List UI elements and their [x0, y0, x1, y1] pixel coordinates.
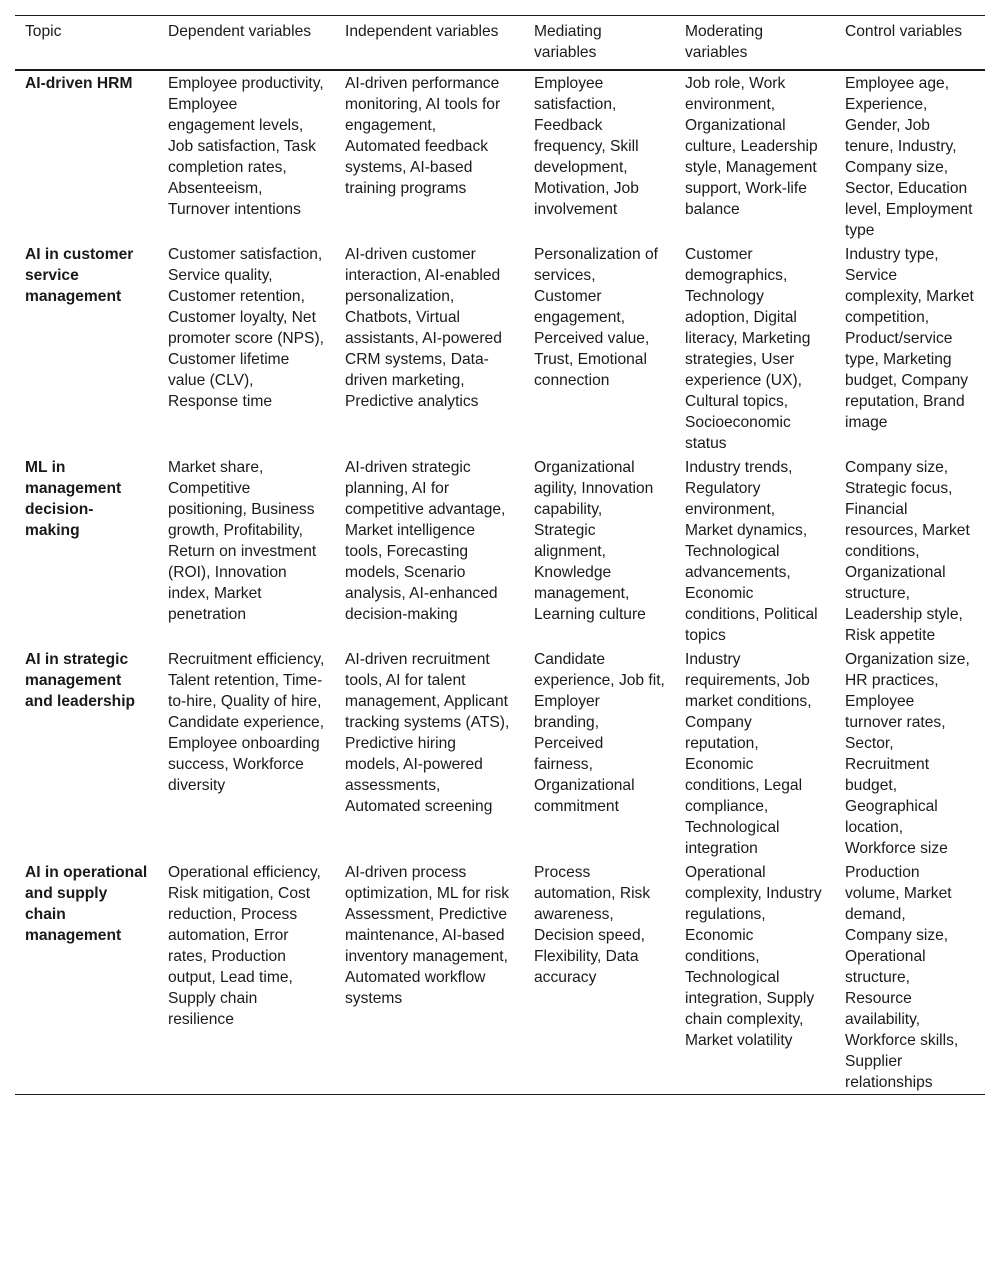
control-cell: Organization size, HR practices, Employee turnover rates, Sector, Recruitment budget, Geographical location, Workforce size	[845, 651, 970, 857]
table-row	[15, 455, 985, 647]
independent-cell: AI-driven process optimization, ML for risk Assessment, Predictive maintenance, AI-based inventory management, Automated workflow systems	[345, 864, 510, 1007]
table-header	[15, 16, 985, 71]
independent-cell: AI-driven recruitment tools, AI for talent management, Applicant tracking systems (ATS), Predictive hiring models, AI-powered assessments, Automated screening	[345, 651, 510, 815]
dependent-cell: Customer satisfaction, Service quality, Customer retention, Customer loyalty, Net promoter score (NPS), Customer lifetime value (CLV), Response time	[168, 246, 324, 410]
control-cell: Production volume, Market demand, Company size, Operational structure, Resource availability, Workforce skills, Supplier relationships	[845, 864, 959, 1091]
moderating-cell: Industry requirements, Job market conditions, Company reputation, Economic conditions, Legal compliance, Technological integration	[685, 651, 812, 857]
header-row	[15, 16, 985, 71]
header-moderating-variables: Moderating variables	[685, 23, 764, 61]
table-row	[15, 70, 985, 242]
header-independent-variables: Independent variables	[345, 23, 499, 40]
topic-cell: AI in strategic management and leadership	[25, 651, 136, 710]
dependent-cell: Employee productivity, Employee engagement levels, Job satisfaction, Task completion rates, Absenteeism, Turnover intentions	[168, 75, 324, 218]
table-row	[15, 860, 985, 1095]
table-row	[15, 242, 985, 455]
topic-cell: AI in customer service management	[25, 246, 134, 305]
table-body	[15, 70, 985, 1095]
dependent-cell: Operational efficiency, Risk mitigation, Cost reduction, Process automation, Error rates, Production output, Lead time, Supply chain resilience	[168, 864, 321, 1028]
topic-cell: AI-driven HRM	[25, 75, 133, 92]
mediating-cell: Personalization of services, Customer engagement, Perceived value, Trust, Emotional connection	[534, 246, 658, 389]
independent-cell: AI-driven strategic planning, AI for competitive advantage, Market intelligence tools, Forecasting models, Scenario analysis, AI-enhanced decision-making	[345, 459, 506, 623]
independent-cell: AI-driven performance monitoring, AI tools for engagement, Automated feedback systems, AI-based training programs	[345, 75, 501, 197]
topic-cell: ML in management decision-making	[25, 459, 122, 539]
mediating-cell: Candidate experience, Job fit, Employer branding, Perceived fairness, Organizational commitment	[534, 651, 665, 815]
mediating-cell: Organizational agility, Innovation capability, Strategic alignment, Knowledge management, Learning culture	[534, 459, 654, 623]
dependent-cell: Market share, Competitive positioning, Business growth, Profitability, Return on investment (ROI), Innovation index, Market penetration	[168, 459, 317, 623]
header-mediating-variables: Mediating variables	[534, 23, 602, 61]
moderating-cell: Industry trends, Regulatory environment, Market dynamics, Technological advancements, Economic conditions, Political topics	[685, 459, 818, 644]
control-cell: Company size, Strategic focus, Financial resources, Market conditions, Organizational structure, Leadership style, Risk appetite	[845, 459, 970, 644]
moderating-cell: Job role, Work environment, Organizational culture, Leadership style, Management support, Work-life balance	[685, 75, 818, 218]
variables-table-container	[15, 15, 985, 1095]
control-cell: Employee age, Experience, Gender, Job tenure, Industry, Company size, Sector, Education level, Employment type	[845, 75, 973, 239]
header-dependent-variables: Dependent variables	[168, 23, 312, 40]
control-cell: Industry type, Service complexity, Market competition, Product/service type, Marketing budget, Company reputation, Brand image	[845, 246, 974, 431]
table-row	[15, 647, 985, 860]
mediating-cell: Process automation, Risk awareness, Decision speed, Flexibility, Data accuracy	[534, 864, 651, 986]
header-control-variables: Control variables	[845, 23, 963, 40]
independent-cell: AI-driven customer interaction, AI-enabled personalization, Chatbots, Virtual assistants, AI-powered CRM systems, Data-driven marketing, Predictive analytics	[345, 246, 502, 410]
mediating-cell: Employee satisfaction, Feedback frequency, Skill development, Motivation, Job involvement	[534, 75, 639, 218]
header-topic: Topic	[25, 23, 62, 40]
moderating-cell: Customer demographics, Technology adoption, Digital literacy, Marketing strategies, User experience (UX), Cultural topics, Socioeconomic status	[685, 246, 811, 452]
topic-cell: AI in operational and supply chain management	[25, 864, 148, 944]
dependent-cell: Recruitment efficiency, Talent retention, Time-to-hire, Quality of hire, Candidate experience, Employee onboarding success, Workforce diversity	[168, 651, 325, 794]
variables-table	[15, 15, 985, 1095]
moderating-cell: Operational complexity, Industry regulations, Economic conditions, Technological integration, Supply chain complexity, Market volatility	[685, 864, 822, 1049]
